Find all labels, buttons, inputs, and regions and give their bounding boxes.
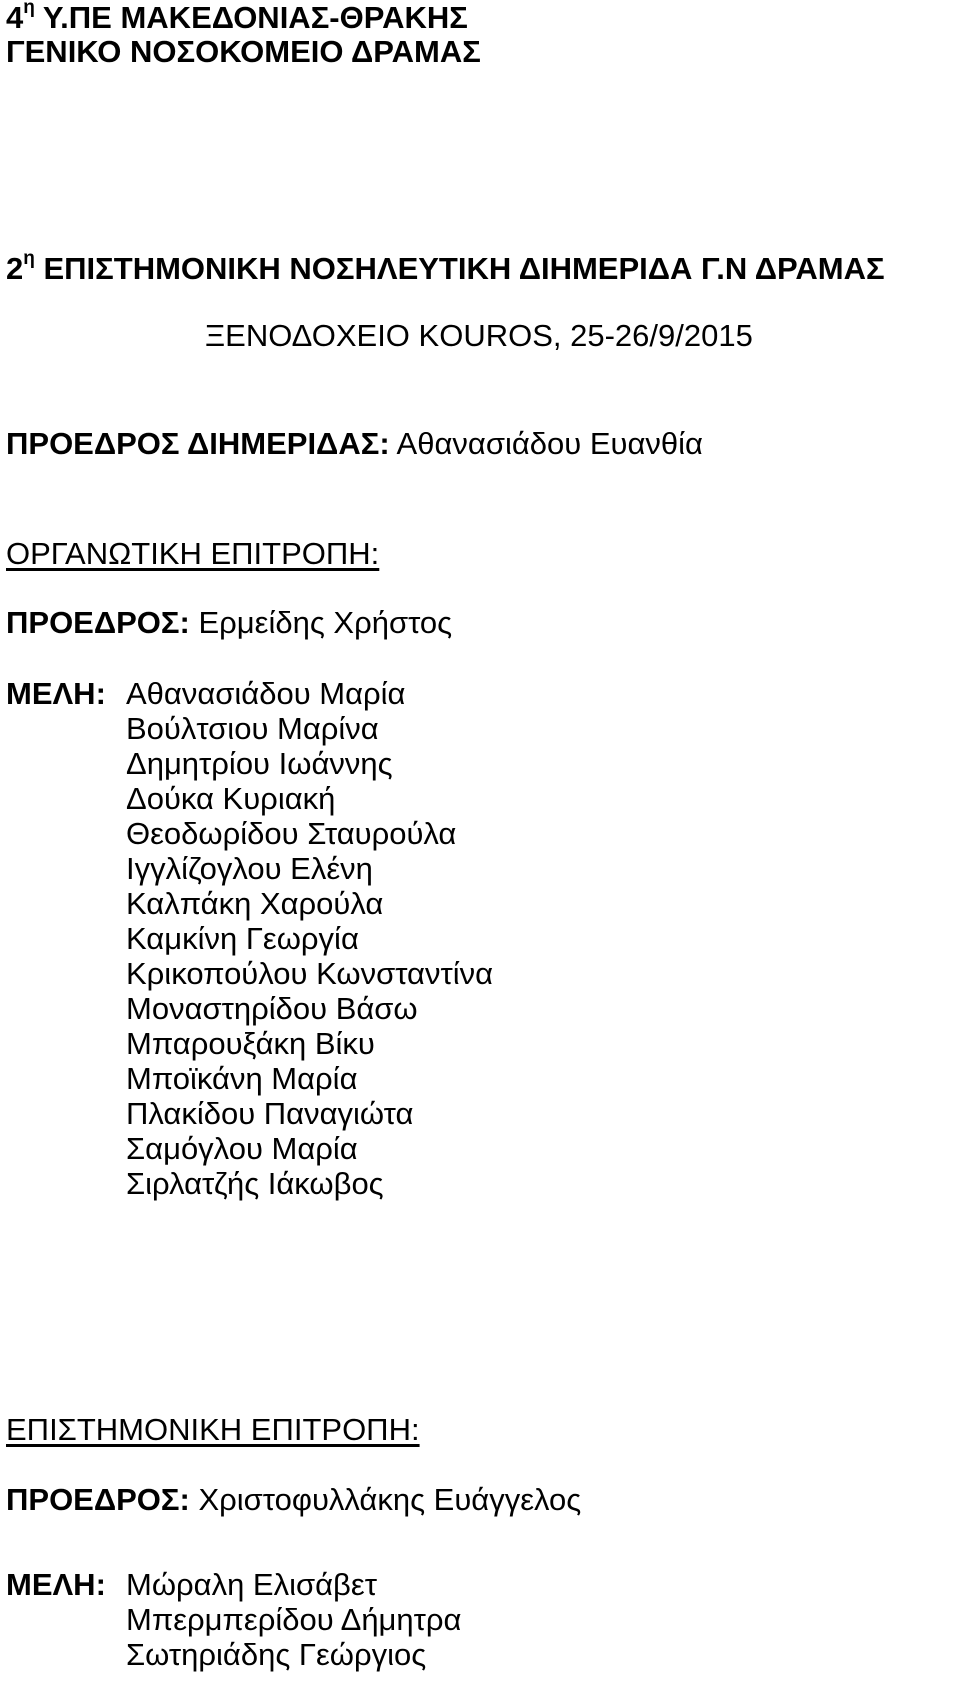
organizing-member: Βούλτσιου Μαρίνα bbox=[126, 711, 379, 746]
region-name: Υ.ΠΕ ΜΑΚΕΔΟΝΙΑΣ-ΘΡΑΚΗΣ bbox=[34, 0, 468, 35]
hospital-name: ΓΕΝΙΚΟ ΝΟΣΟΚΟΜΕΙΟ ΔΡΑΜΑΣ bbox=[6, 34, 481, 69]
organizing-member: Κρικοπούλου Κωνσταντίνα bbox=[126, 956, 494, 991]
organizing-member: Σαμόγλου Μαρία bbox=[126, 1131, 358, 1166]
organizing-member: Μποϊκάνη Μαρία bbox=[126, 1061, 358, 1096]
organizing-member: Καλπάκη Χαρούλα bbox=[126, 886, 384, 921]
scientific-president bbox=[6, 1482, 581, 1518]
event-number: 2 bbox=[6, 251, 24, 286]
scientific-member: Σωτηριάδης Γεώργιος bbox=[126, 1637, 427, 1672]
conference-president-name: Αθανασιάδου Ευανθία bbox=[389, 426, 703, 461]
conference-president bbox=[6, 426, 703, 462]
organizing-committee-heading: ΟΡΓΑΝΩΤΙΚΗ ΕΠΙΤΡΟΠΗ: bbox=[6, 536, 380, 571]
organizing-member: Σιρλατζής Ιάκωβος bbox=[126, 1166, 384, 1201]
organizing-member: Θεοδωρίδου Σταυρούλα bbox=[126, 816, 457, 851]
scientific-member: Μπερμπερίδου Δήμητρα bbox=[126, 1602, 462, 1637]
scientific-members-label: ΜΕΛΗ: bbox=[6, 1567, 106, 1602]
organizing-member: Μοναστηρίδου Βάσω bbox=[126, 991, 418, 1026]
event-title bbox=[6, 247, 885, 287]
scientific-member: Μώραλη Ελισάβετ bbox=[126, 1567, 377, 1602]
region-title bbox=[6, 0, 468, 36]
organizing-member: Μπαρουξάκη Βίκυ bbox=[126, 1026, 375, 1061]
organizing-members-label: ΜΕΛΗ: bbox=[6, 676, 106, 711]
event-venue: ΞΕΝΟΔΟΧΕΙΟ KOUROS, 25-26/9/2015 bbox=[205, 318, 753, 353]
organizing-member: Δημητρίου Ιωάννης bbox=[126, 746, 393, 781]
region-ordinal: η bbox=[23, 0, 35, 18]
organizing-member: Πλακίδου Παναγιώτα bbox=[126, 1096, 414, 1131]
scientific-president-name: Χριστοφυλλάκης Ευάγγελος bbox=[189, 1482, 582, 1517]
event-ordinal: η bbox=[23, 247, 35, 269]
scientific-president-label: ΠΡΟΕΔΡΟΣ: bbox=[6, 1482, 190, 1517]
organizing-member: Ιγγλίζογλου Ελένη bbox=[126, 851, 373, 886]
organizing-president-label: ΠΡΟΕΔΡΟΣ: bbox=[6, 605, 190, 640]
organizing-president bbox=[6, 605, 452, 641]
scientific-committee-heading: ΕΠΙΣΤΗΜΟΝΙΚΗ ΕΠΙΤΡΟΠΗ: bbox=[6, 1412, 420, 1447]
organizing-member: Αθανασιάδου Μαρία bbox=[126, 676, 406, 711]
organizing-member: Δούκα Κυριακή bbox=[126, 781, 336, 816]
conference-president-label: ΠΡΟΕΔΡΟΣ ΔΙΗΜΕΡΙΔΑΣ: bbox=[6, 426, 390, 461]
organizing-president-name: Ερμείδης Χρήστος bbox=[189, 605, 453, 640]
region-number: 4 bbox=[6, 0, 24, 35]
event-name: ΕΠΙΣΤΗΜΟΝΙΚΗ ΝΟΣΗΛΕΥΤΙΚΗ ΔΙΗΜΕΡΙΔΑ Γ.Ν ΔΡΑΜΑΣ bbox=[34, 251, 885, 286]
organizing-member: Καμκίνη Γεωργία bbox=[126, 921, 359, 956]
